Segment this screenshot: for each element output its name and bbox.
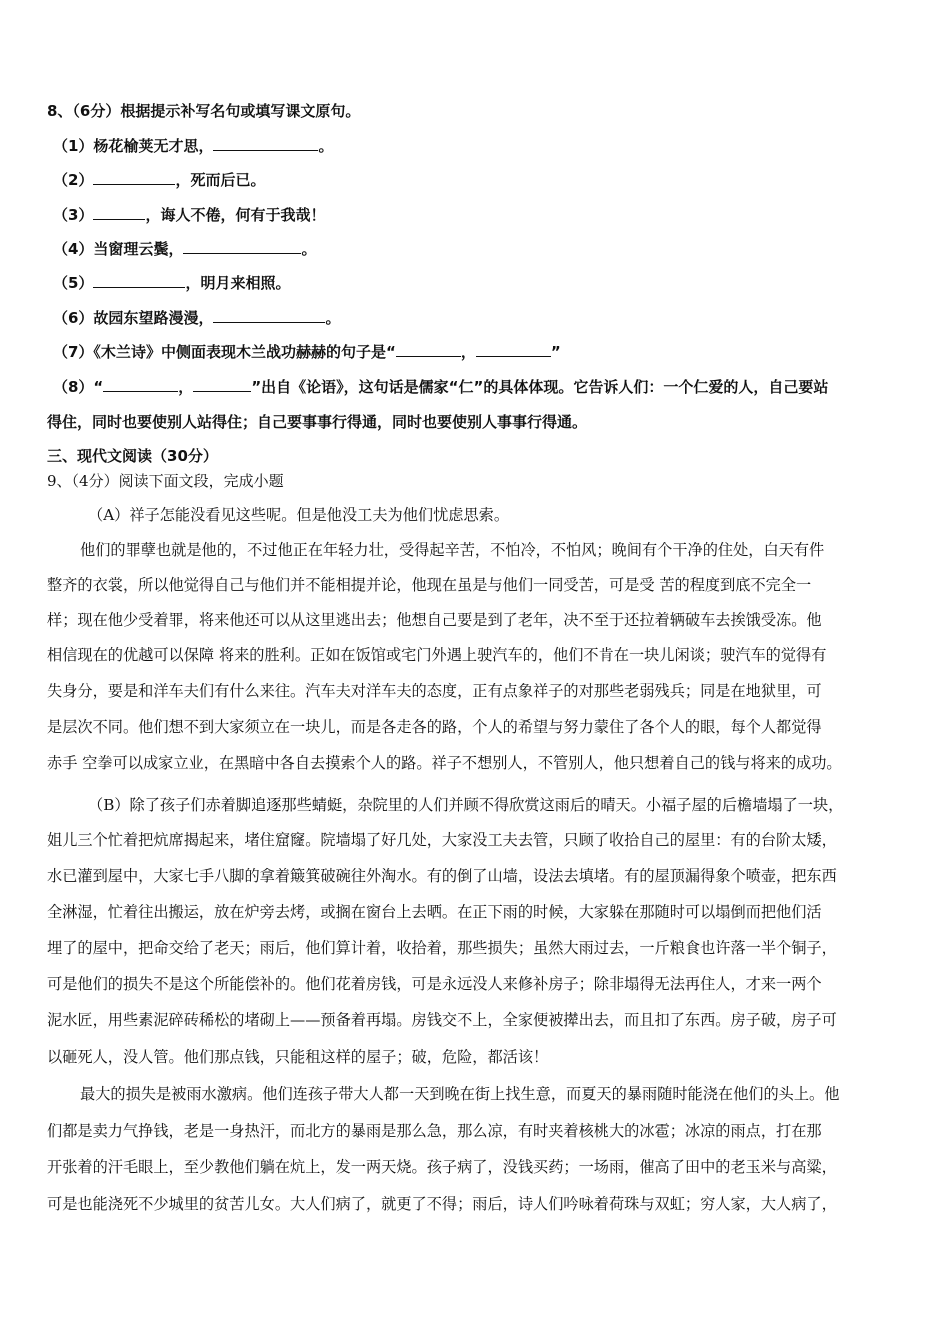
passage-line: 是层次不同。他们想不到大家须立在一块儿，而是各走各的路，个人的希望与努力蒙住了各个人的眼，每个人都觉得 (47, 718, 822, 736)
passage-line: 相信现在的优越可以保障 将来的胜利。正如在饭馆或宅门外遇上驶汽车的，他们不肯在一块儿闲谈；驶汽车的觉得有 (47, 646, 827, 664)
passage-line: 开张着的汗毛眼上，至少教他们躺在炕上，发一两天烧。孩子病了，没钱买药；一场雨，催高了田中的老玉米与高粱， (47, 1158, 837, 1176)
passage-line: 他们的罪孽也就是他的，不过他正在年轻力壮，受得起辛苦，不怕冷，不怕风；晚间有个干净的住处，白天有件 (80, 541, 825, 559)
q8-item-7-text: （7）《木兰诗》中侧面表现木兰战功赫赫的句子是“ (53, 343, 396, 361)
q8-item-8-num: （8）“ (53, 378, 104, 396)
q9-heading: 9、（4分）阅读下面文段，完成小题 (47, 472, 284, 490)
section-title: 三、现代文阅读（30分） (47, 447, 218, 465)
passage-line: 可是他们的损失不是这个所能偿补的。他们花着房钱，可是永远没人来修补房子；除非塌得无法再住人，才来一两个 (47, 975, 822, 993)
q8-item-2-num: （2） (53, 171, 94, 189)
answer-blank[interactable] (193, 377, 251, 392)
q8-item-7 (53, 342, 561, 362)
passage-line: 失身分，要是和洋车夫们有什么来往。汽车夫对洋车夫的态度，正有点象祥子的对那些老弱残兵；同是在地狱里，可 (47, 682, 822, 700)
q8-item-1 (53, 136, 333, 156)
passage-line: 样；现在他少受着罪，将来他还可以从这里逃出去；他想自己要是到了老年，决不至于还拉着辆破车去挨饿受冻。他 (47, 611, 822, 629)
q8-item-6-end: 。 (325, 309, 341, 327)
answer-blank[interactable] (103, 377, 178, 392)
q8-item-5-text: ，明月来相照。 (185, 274, 291, 292)
q8-item-8-text: ”出自《论语》，这句话是儒家“仁”的具体体现。它告诉人们：一个仁爱的人，自己要站 (251, 378, 829, 396)
q8-item-1-text: （1）杨花榆荚无才思， (53, 137, 214, 155)
q8-item-8-comma: ， (178, 378, 194, 396)
answer-blank[interactable] (396, 342, 461, 357)
answer-blank[interactable] (476, 342, 551, 357)
q8-item-4-end: 。 (301, 240, 317, 258)
q8-item-7-end: ” (550, 343, 561, 361)
answer-blank[interactable] (183, 239, 301, 254)
q8-heading: 8、（6分）根据提示补写名句或填写课文原句。 (47, 102, 361, 120)
q8-item-6-text: （6）故园东望路漫漫， (53, 309, 214, 327)
answer-blank[interactable] (93, 170, 175, 185)
q8-item-5-num: （5） (53, 274, 94, 292)
passage-line: 全淋湿，忙着往出搬运，放在炉旁去烤，或搁在窗台上去晒。在正下雨的时候，大家躲在那随时可以塌倒而把他们活 (47, 903, 822, 921)
answer-blank[interactable] (213, 136, 318, 151)
q8-item-6 (53, 308, 340, 328)
passage-line: 赤手 空拳可以成家立业，在黑暗中各自去摸索个人的路。祥子不想别人，不管别人，他只想着自己的钱与将来的成功。 (47, 754, 842, 772)
passage-line: 泥水匠，用些素泥碎砖稀松的堵砌上——预备着再塌。房钱交不上，全家便被撵出去，而且扣了东西。房子破，房子可 (47, 1011, 837, 1029)
q8-item-3 (53, 205, 325, 225)
passage-line: （B）除了孩子们赤着脚追逐那些蜻蜓，杂院里的人们并顾不得欣赏这雨后的晴天。小福子屋的后檐墙塌了一块， (88, 796, 844, 814)
answer-blank[interactable] (93, 273, 185, 288)
passage-line: 姐儿三个忙着把炕席揭起来，堵住窟窿。院墙塌了好几处，大家没工夫去管，只顾了收拾自己的屋里：有的台阶太矮， (47, 831, 837, 849)
passage-line: （A）祥子怎能没看见这些呢。但是他没工夫为他们忧虑思索。 (88, 506, 510, 524)
q8-item-5 (53, 273, 290, 293)
q8-item-8-continued: 得住，同时也要使别人站得住；自己要事事行得通，同时也要使别人事事行得通。 (47, 413, 588, 431)
passage-line: 最大的损失是被雨水激病。他们连孩子带大人都一天到晚在街上找生意，而夏天的暴雨随时能浇在他们的头上。他 (80, 1085, 840, 1103)
answer-blank[interactable] (213, 308, 325, 323)
q8-item-3-num: （3） (53, 206, 94, 224)
passage-line: 以砸死人，没人管。他们那点钱，只能租这样的屋子；破，危险，都活该！ (47, 1048, 549, 1066)
passage-line: 埋了的屋中，把命交给了老天；雨后，他们算计着，收拾着，那些损失；虽然大雨过去，一斤粮食也许落一半个铜子， (47, 939, 837, 957)
q8-item-2 (53, 170, 265, 190)
passage-line: 们都是卖力气挣钱，老是一身热汗，而北方的暴雨是那么急，那么凉，有时夹着核桃大的冰雹；冰凉的雨点，打在那 (47, 1122, 822, 1140)
q8-item-4 (53, 239, 316, 259)
answer-blank[interactable] (93, 205, 145, 220)
q8-item-3-text: ，诲人不倦，何有于我哉！ (145, 206, 326, 224)
q8-item-2-text: ，死而后已。 (175, 171, 266, 189)
q8-item-4-text: （4）当窗理云鬓， (53, 240, 184, 258)
passage-line: 可是也能浇死不少城里的贫苦儿女。大人们病了，就更了不得；雨后，诗人们吟咏着荷珠与双虹；穷人家，大人病了， (47, 1195, 837, 1213)
q8-item-1-end: 。 (318, 137, 334, 155)
q8-item-8 (53, 377, 828, 397)
passage-line: 水已灌到屋中，大家七手八脚的拿着簸箕破碗往外淘水。有的倒了山墙，设法去填堵。有的屋顶漏得象个喷壶，把东西 (47, 867, 837, 885)
q8-item-7-comma: ， (460, 343, 476, 361)
passage-line: 整齐的衣裳，所以他觉得自己与他们并不能相提并论，他现在虽是与他们一同受苦，可是受 苦的程度到底不完全一 (47, 576, 812, 594)
